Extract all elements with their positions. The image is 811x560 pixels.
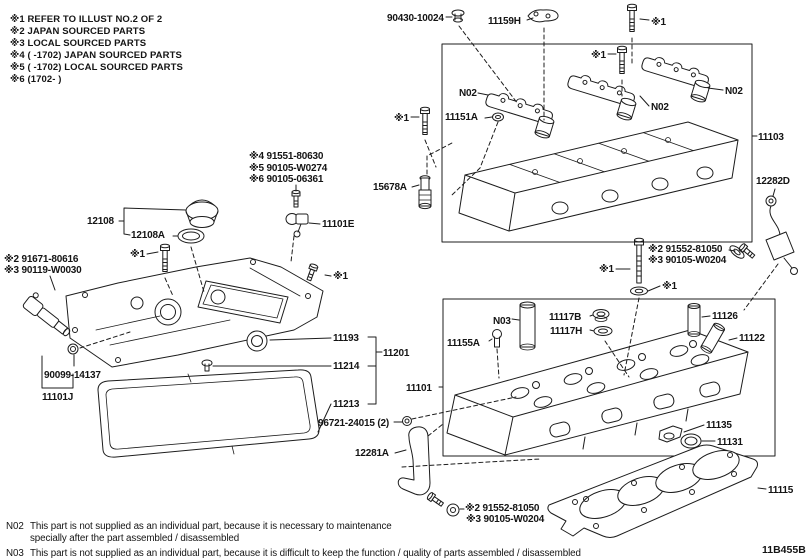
ref-part-label-91551[interactable]: ※4 91551-80630 [249, 151, 324, 162]
cover-gasket-drawing [98, 370, 319, 457]
ref-part-label-91671[interactable]: ※2 91671-80616 [4, 254, 79, 265]
cylinder-head-drawing [447, 330, 748, 455]
part-label-11115[interactable]: 11115 [768, 485, 794, 496]
diagram-code: 11B455B [762, 544, 806, 556]
part-label-11135[interactable]: 11135 [706, 420, 732, 431]
seal-washer-11214 [202, 360, 212, 371]
part-label-11193[interactable]: 11193 [333, 333, 359, 344]
oil-nozzle-12281a [398, 427, 430, 495]
legend-line: ※6 (1702- ) [10, 74, 62, 85]
gasket-11117h [594, 327, 612, 336]
dowel-pin-n03 [520, 302, 535, 350]
note-code-n03: N03 [6, 548, 24, 559]
legend [10, 14, 183, 85]
bearing-cap-strip-1 [481, 89, 558, 139]
part-label-11101j[interactable]: 11101J [42, 392, 74, 403]
ref-mark-label[interactable]: ※1 [130, 249, 145, 260]
bearing-cap-strip-2 [563, 71, 640, 121]
ref-part-label-91552[interactable]: ※2 91552-81050 [465, 503, 540, 514]
gasket-11159h [528, 10, 558, 22]
legend-line: ※4 ( -1702) JAPAN SOURCED PARTS [10, 50, 182, 61]
part-label-96721[interactable]: 96721-24015 (2) [318, 418, 389, 429]
part-label-15678a[interactable]: 15678A [373, 182, 407, 193]
part-label-11117b[interactable]: 11117B [549, 312, 582, 323]
note-code-n02: N02 [6, 521, 24, 532]
oil-control-valve-15678a [419, 176, 431, 209]
part-label-12281a[interactable]: 12281A [355, 448, 389, 459]
ref-part-label-90105-w0204[interactable]: ※3 90105-W0204 [648, 255, 727, 266]
legend-line: ※1 REFER TO ILLUST NO.2 OF 2 [10, 14, 163, 25]
note-ref-n03-label[interactable]: N03 [493, 316, 511, 327]
seal-ring-11131 [681, 434, 701, 448]
part-label-90430-10024[interactable]: 90430-10024 [387, 13, 444, 24]
ref-mark-label[interactable]: ※1 [599, 264, 614, 275]
part-label-11155a[interactable]: 11155A [447, 338, 480, 349]
ref-mark-label[interactable]: ※1 [394, 113, 409, 124]
note-text: specially after the part assembled / disassembled [30, 533, 240, 544]
bearing-cap-strip-3 [637, 53, 714, 103]
legend-line: ※2 JAPAN SOURCED PARTS [10, 26, 146, 37]
legend-line: ※5 ( -1702) LOCAL SOURCED PARTS [10, 62, 183, 73]
cam-sensor-11101e [286, 214, 308, 238]
sensor-12282d [766, 196, 798, 275]
oil-filler-cap-12108 [186, 200, 218, 228]
bolt-icon [305, 263, 318, 281]
coil-o-ring-90099 [68, 344, 78, 354]
part-label-11117h[interactable]: 11117H [550, 326, 583, 337]
cap-11117b [593, 310, 609, 322]
part-label-12282d[interactable]: 12282D [756, 176, 790, 187]
legend-line: ※3 LOCAL SOURCED PARTS [10, 38, 147, 49]
part-label-11131[interactable]: 11131 [717, 437, 743, 448]
ref-mark-label[interactable]: ※1 [662, 281, 677, 292]
bolt-icon [161, 244, 170, 271]
part-label-11214[interactable]: 11214 [333, 361, 360, 372]
bolt-icon [738, 243, 756, 260]
part-label-90099[interactable]: 90099-14137 [44, 370, 101, 381]
part-label-11159h[interactable]: 11159H [488, 16, 521, 27]
filler-cap-gasket-12108a [178, 229, 204, 243]
ref-part-label-90119[interactable]: ※3 90119-W0030 [4, 265, 82, 276]
bolt-icon [628, 4, 637, 31]
part-label-11101e[interactable]: 11101E [322, 219, 355, 230]
part-label-12108a[interactable]: 12108A [131, 230, 165, 241]
part-label-11122[interactable]: 11122 [739, 333, 765, 344]
ref-part-label-90105-w0274[interactable]: ※5 90105-W0274 [249, 163, 328, 174]
note-text: This part is not supplied as an individual part, because it is difficult to keep the function / quality of parts assembled / disassembled [30, 548, 581, 559]
ref-part-label-91552[interactable]: ※2 91552-81050 [648, 244, 723, 255]
o-ring-96721 [403, 417, 412, 426]
part-label-12108[interactable]: 12108 [87, 216, 114, 227]
ref-part-label-90105-w0204[interactable]: ※3 90105-W0204 [466, 514, 545, 525]
stud-11155a [493, 330, 502, 348]
note-text: This part is not supplied as an individual part, because it is necessary to maintenance [30, 521, 392, 532]
washer-icon [447, 504, 459, 516]
ref-part-label-90105-06361[interactable]: ※6 90105-06361 [249, 174, 324, 185]
plate-11135 [659, 426, 682, 442]
ref-mark-label[interactable]: ※1 [591, 50, 606, 61]
note-ref-n02-label[interactable]: N02 [725, 86, 743, 97]
part-label-11101[interactable]: 11101 [406, 383, 432, 394]
plug-90430 [452, 10, 464, 22]
note-ref-n02-label[interactable]: N02 [459, 88, 477, 99]
camshaft-housing-drawing [459, 122, 738, 231]
footnotes [6, 521, 581, 559]
part-label-11103[interactable]: 11103 [758, 132, 784, 143]
bolt-icon [618, 46, 627, 73]
ref-mark-label[interactable]: ※1 [651, 17, 666, 28]
ventilation-grommet-11193 [247, 331, 267, 351]
bolt-icon [635, 238, 644, 283]
part-label-11213[interactable]: 11213 [333, 399, 360, 410]
bolt-icon [426, 492, 444, 508]
part-label-11151a[interactable]: 11151A [445, 112, 478, 123]
washer-icon [631, 287, 648, 295]
part-label-11201[interactable]: 11201 [383, 348, 410, 359]
head-gasket-drawing [548, 445, 758, 538]
valve-cover-drawing [66, 258, 323, 367]
plug-11151a [493, 113, 504, 121]
part-label-11126[interactable]: 11126 [712, 311, 738, 322]
bolt-icon [421, 107, 430, 134]
ref-mark-label[interactable]: ※1 [333, 271, 348, 282]
note-ref-n02-label[interactable]: N02 [651, 102, 669, 113]
bolt-icon [292, 190, 300, 207]
valve-guide-11126 [688, 304, 700, 337]
